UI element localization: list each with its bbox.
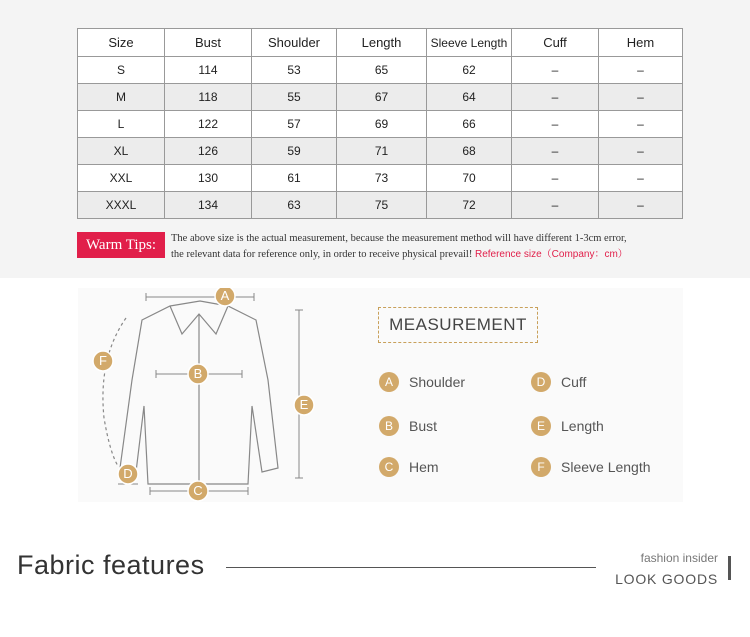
cell-length: 75 — [337, 192, 427, 219]
table-header-row — [78, 29, 683, 57]
cell-sleeve-length: 64 — [427, 84, 512, 111]
header-shoulder: Shoulder — [252, 29, 337, 57]
cell-cuff: – — [512, 57, 599, 84]
cell-length: 67 — [337, 84, 427, 111]
cell-bust: 126 — [165, 138, 252, 165]
legend-badge: F — [531, 457, 551, 477]
cell-size: S — [78, 57, 165, 84]
reference-size-note: Reference size（Company：cm） — [474, 249, 628, 260]
marker-e-label: E — [299, 397, 309, 412]
cell-shoulder: 63 — [252, 192, 337, 219]
table-row — [78, 84, 683, 111]
legend-badge: E — [531, 416, 551, 436]
legend-label: Length — [561, 418, 604, 434]
tips-line-2: the relevant data for reference only, in order to receive physical prevail! — [171, 249, 473, 260]
cell-bust: 118 — [165, 84, 252, 111]
legend-item-hem — [379, 457, 439, 477]
cell-sleeve-length: 72 — [427, 192, 512, 219]
size-table — [77, 28, 683, 219]
legend-badge: B — [379, 416, 399, 436]
header-length: Length — [337, 29, 427, 57]
legend-label: Shoulder — [409, 374, 466, 390]
title-divider — [226, 567, 596, 568]
table-row — [78, 192, 683, 219]
tips-line-2-wrap — [171, 247, 691, 263]
cell-bust: 122 — [165, 111, 252, 138]
tips-line-1: The above size is the actual measurement, because the measurement method will have different 1-3cm error, — [171, 233, 627, 244]
cell-cuff: – — [512, 138, 599, 165]
legend-label: Hem — [409, 459, 439, 475]
cell-hem: – — [599, 138, 683, 165]
cell-length: 71 — [337, 138, 427, 165]
cell-hem: – — [599, 84, 683, 111]
legend-badge: A — [379, 372, 399, 392]
sleeve-arc — [103, 318, 126, 466]
cell-hem: – — [599, 165, 683, 192]
cell-length: 69 — [337, 111, 427, 138]
legend-badge: C — [379, 457, 399, 477]
cell-bust: 114 — [165, 57, 252, 84]
cell-sleeve-length: 62 — [427, 57, 512, 84]
cell-shoulder: 55 — [252, 84, 337, 111]
legend-label: Bust — [409, 418, 438, 434]
cell-cuff: – — [512, 84, 599, 111]
cell-bust: 130 — [165, 165, 252, 192]
legend-label: Sleeve Length — [561, 459, 651, 475]
header-hem: Hem — [599, 29, 683, 57]
table-row — [78, 138, 683, 165]
header-size: Size — [78, 29, 165, 57]
legend-item-bust — [379, 416, 437, 436]
cell-shoulder: 53 — [252, 57, 337, 84]
shirt-diagram — [78, 288, 318, 502]
table-row — [78, 57, 683, 84]
table-row — [78, 111, 683, 138]
header-cuff: Cuff — [512, 29, 599, 57]
cell-size: XXL — [78, 165, 165, 192]
marker-a-label: A — [220, 288, 230, 303]
cell-bust: 134 — [165, 192, 252, 219]
cell-length: 73 — [337, 165, 427, 192]
cell-cuff: – — [512, 111, 599, 138]
cell-hem: – — [599, 111, 683, 138]
cell-cuff: – — [512, 192, 599, 219]
legend-badge: D — [531, 372, 551, 392]
cell-shoulder: 61 — [252, 165, 337, 192]
accent-bar — [728, 556, 731, 580]
look-goods-text: LOOK GOODS — [615, 571, 718, 587]
cell-size: XL — [78, 138, 165, 165]
legend-label: Cuff — [561, 374, 587, 390]
legend-item-shoulder — [379, 372, 465, 392]
cell-sleeve-length: 70 — [427, 165, 512, 192]
cell-length: 65 — [337, 57, 427, 84]
cell-sleeve-length: 66 — [427, 111, 512, 138]
cell-size: M — [78, 84, 165, 111]
table-row — [78, 165, 683, 192]
fashion-insider-text: fashion insider — [640, 551, 718, 565]
legend-item-sleeve-length — [531, 457, 651, 477]
marker-d-label: D — [123, 466, 133, 481]
cell-shoulder: 59 — [252, 138, 337, 165]
legend-item-cuff — [531, 372, 586, 392]
cell-cuff: – — [512, 165, 599, 192]
cell-hem: – — [599, 192, 683, 219]
header-bust: Bust — [165, 29, 252, 57]
cell-size: L — [78, 111, 165, 138]
legend-item-length — [531, 416, 604, 436]
warm-tips-label: Warm Tips: — [77, 232, 165, 258]
marker-f-label: F — [99, 353, 107, 368]
cell-size: XXXL — [78, 192, 165, 219]
cell-sleeve-length: 68 — [427, 138, 512, 165]
marker-c-label: C — [193, 483, 203, 498]
marker-b-label: B — [193, 366, 203, 381]
cell-shoulder: 57 — [252, 111, 337, 138]
warm-tips-text — [171, 231, 691, 263]
fabric-features-title: Fabric features — [17, 550, 205, 580]
header-sleeve-length: Sleeve Length — [427, 29, 512, 57]
cell-hem: – — [599, 57, 683, 84]
measurement-title: MEASUREMENT — [378, 307, 538, 343]
